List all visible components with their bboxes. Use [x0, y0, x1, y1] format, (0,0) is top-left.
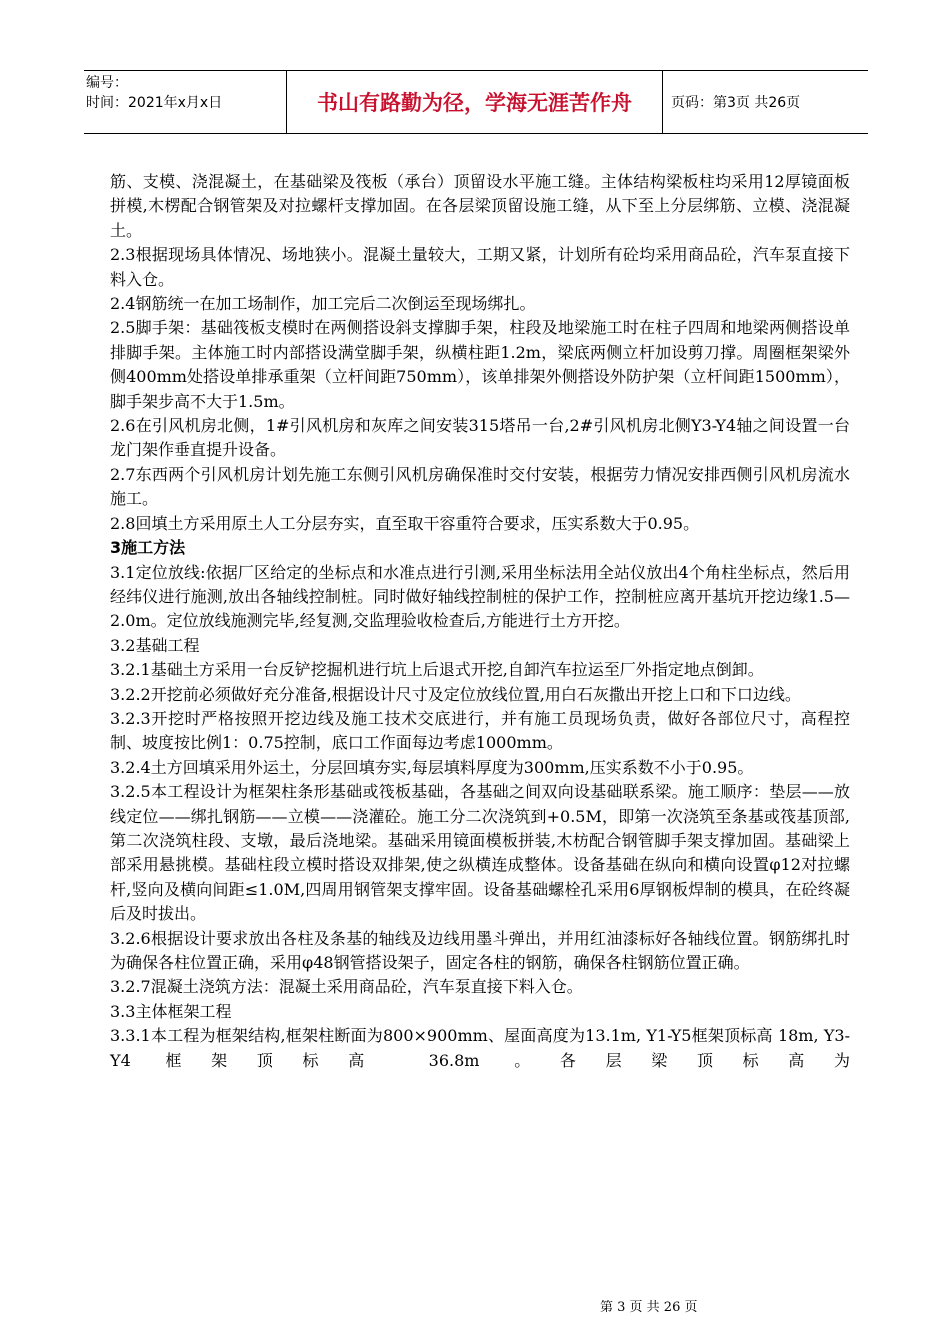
document-body — [110, 170, 850, 1073]
paragraph: 3.2.3开挖时严格按照开挖边线及施工技术交底进行，并有施工员现场负责，做好各部位尺寸，高程控制、坡度按比例1：0.75控制，底口工作面每边考虑1000mm。 — [110, 708, 850, 753]
header-page-number: 页码：第3页 共26页 — [671, 95, 801, 111]
subsection-heading: 3.2基础工程 — [110, 635, 200, 655]
paragraph: 3.3.1本工程为框架结构,框架柱断面为800×900mm、屋面高度为13.1m, Y1-Y5框架顶标高 18m, Y3-Y4 框架顶标高 36.8m 。各层梁顶标高为 — [110, 1026, 850, 1070]
paragraph: 2.7东西两个引风机房计划先施工东侧引风机房确保准时交付安装，根据劳力情况安排西侧引风机房流水施工。 — [110, 464, 850, 509]
paragraph: 2.5脚手架：基础筏板支模时在两侧搭设斜支撑脚手架，柱段及地梁施工时在柱子四周和地梁两侧搭设单排脚手架。主体施工时内部搭设满堂脚手架，纵横柱距1.2m，梁底两侧立杆加设剪刀撑。周圈框架梁外侧400mm处搭设单排承重架（立杆间距750mm），该单排架外侧搭设外防护架（立杆间距1500mm），脚手架步高不大于1.5m。 — [110, 318, 850, 411]
paragraph: 3.2.5本工程设计为框架柱条形基础或筏板基础，各基础之间双向设基础联系梁。施工顺序：垫层——放线定位——绑扎钢筋——立模——浇灌砼。施工分二次浇筑到+0.5M，即第一次浇筑至条基或筏基顶部,第二次浇筑柱段、支墩，最后浇地梁。基础采用镜面模板拼装,木枋配合钢管脚手架支撑加固。基础梁上部采用悬挑模。基础柱段立模时搭设双排架,使之纵横连成整体。设备基础在纵向和横向设置φ12对拉螺杆,竖向及横向间距≤1.0M,四周用钢管架支撑牢固。设备基础螺栓孔采用6厚钢板焊制的模具，在砼终凝后及时拔出。 — [110, 782, 850, 924]
header-motto: 书山有路勤为径，学海无涯苦作舟 — [287, 71, 663, 133]
paragraph: 筋、支模、浇混凝土，在基础梁及筏板（承台）顶留设水平施工缝。主体结构梁板柱均采用12厚镜面板拼模,木楞配合钢管架及对拉螺杆支撑加固。在各层梁顶留设施工缝，从下至上分层绑筋、立模、浇混凝土。 — [110, 172, 850, 240]
paragraph: 3.2.6根据设计要求放出各柱及条基的轴线及边线用墨斗弹出，并用红油漆标好各轴线位置。钢筋绑扎时为确保各柱位置正确，采用φ48钢管搭设架子，固定各柱的钢筋，确保各柱钢筋位置正确。 — [110, 928, 850, 972]
document-date: 时间：2021年x月x日 — [86, 95, 223, 111]
page-header — [84, 70, 868, 134]
paragraph: 2.8回填土方采用原土人工分层夯实，直至取干容重符合要求，压实系数大于0.95。 — [110, 513, 700, 533]
document-number: 编号： — [86, 75, 128, 91]
paragraph: 3.2.2开挖前必须做好充分准备,根据设计尺寸及定位放线位置,用白石灰撒出开挖上口和下口边线。 — [110, 684, 801, 704]
paragraph: 2.6在引风机房北侧，1#引风机房和灰库之间安装315塔吊一台,2#引风机房北侧Y3-Y4轴之间设置一台龙门架作垂直提升设备。 — [110, 416, 850, 460]
header-meta — [84, 71, 287, 133]
subsection-heading: 3.3主体框架工程 — [110, 1001, 232, 1021]
paragraph: 2.4钢筋统一在加工场制作，加工完后二次倒运至现场绑扎。 — [110, 294, 536, 314]
paragraph: 2.3根据现场具体情况、场地狭小。混凝土量较大，工期又紧，计划所有砼均采用商品砼，汽车泵直接下料入仓。 — [110, 245, 850, 289]
section-heading: 3施工方法 — [110, 538, 186, 558]
paragraph: 3.2.1基础土方采用一台反铲挖掘机进行坑上后退式开挖,自卸汽车拉运至厂外指定地点倒卸。 — [110, 660, 764, 680]
paragraph: 3.2.7混凝土浇筑方法：混凝土采用商品砼，汽车泵直接下料入仓。 — [110, 977, 583, 997]
paragraph: 3.2.4土方回填采用外运土，分层回填夯实,每层填料厚度为300mm,压实系数不小于0.95。 — [110, 757, 754, 777]
page-footer: 第 3 页 共 26 页 — [600, 1300, 698, 1315]
paragraph: 3.1定位放线:依据厂区给定的坐标点和水准点进行引测,采用坐标法用全站仪放出4个角柱坐标点，然后用经纬仪进行施测,放出各轴线控制桩。同时做好轴线控制桩的保护工作，控制桩应离开基坑开挖边缘1.5—2.0m。定位放线施测完毕,经复测,交监理验收检查后,方能进行土方开挖。 — [110, 562, 850, 631]
